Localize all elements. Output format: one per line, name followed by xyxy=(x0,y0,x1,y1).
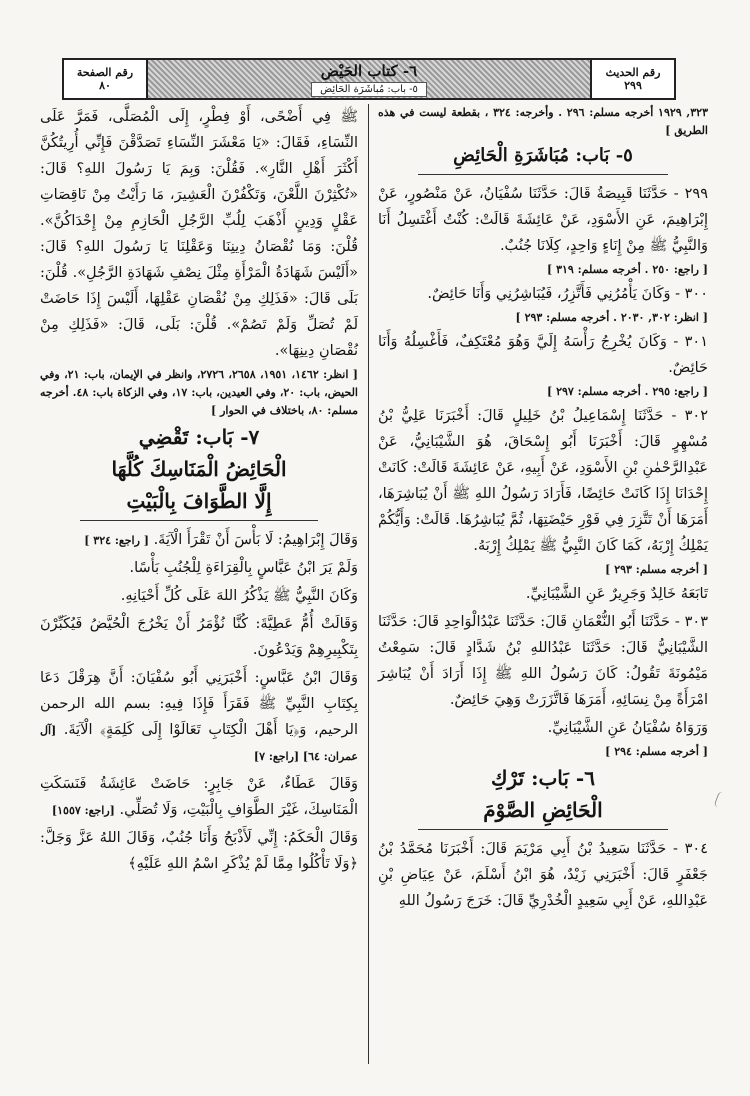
hadith-303-follow: وَرَوَاهُ سُفْيَانُ عَنِ الشَّيْبَانِيِّ. xyxy=(547,720,708,736)
page-header xyxy=(62,58,676,100)
paragraph-ata-ref: [راجع: ١٥٥٧] xyxy=(51,804,115,817)
section-7-title-line1: ٧- بَاب: تَقْضِي xyxy=(138,425,260,449)
hadith-303: ٣٠٣ - حَدَّثَنَا أَبُو النُّعْمَانِ قَالَ: حَدَّثَنَا عَبْدُالْوَاحِدِ قَالَ: حَدَّثَنَا الشَّيْبَانِيُّ قَالَ: حَدَّثَنَا عَبْدُاللهِ بْنُ شَدَّادٍ قَالَ: سَمِعْتُ مَيْمُونَةَ تَقُولُ: كَانَ رَسُولُ اللهِ ﷺ إِذَا أَرَادَ أَنْ يُبَاشِرَ امْرَأَةً مِنْ نِسَائِهِ، أَمَرَهَا فَاتَّزَرَتْ وَهِيَ حَائِضٌ. xyxy=(378,614,708,708)
hadith-300: ٣٠٠ - وَكَانَ يَأْمُرُنِي فَأَتَّزِرُ، فَيُبَاشِرُنِي وَأَنَا حَائِضٌ. xyxy=(427,286,708,302)
section-7-title-line3: إِلَّا الطَّوَافَ بِالْبَيْتِ xyxy=(126,489,272,513)
hadith-301-ref: [ راجع: ٢٩٥ . أخرجه مسلم: ٢٩٧ ] xyxy=(547,385,708,398)
hadith-302-ref: [ أخرجه مسلم: ٢٩٣ ] xyxy=(605,563,708,576)
paragraph-ata xyxy=(40,771,358,823)
paragraph-heraclius-ref: [آل عمران: ٦٤] [راجع: ٧] xyxy=(40,724,358,763)
paragraph-heraclius xyxy=(40,665,358,769)
hadith-301: ٣٠١ - وَكَانَ يُخْرِجُ رَأْسَهُ إِلَيَّ وَهُوَ مُعْتَكِفٌ، فَأَغْسِلُهُ وَأَنَا حَائِضٌ. xyxy=(378,334,708,376)
right-column xyxy=(378,104,708,916)
hadith-300-ref: [ انظر: ٣٠٢, ٢٠٣٠ . أخرجه مسلم: ٢٩٣ ] xyxy=(515,311,708,324)
title-rule xyxy=(418,174,668,175)
hadith-304: ٣٠٤ - حَدَّثَنَا سَعِيدُ بْنُ أَبِي مَرْيَمَ قَالَ: أَخْبَرَنَا مُحَمَّدُ بْنُ جَعْفَرٍ قَالَ: أَخْبَرَنِي زَيْدٌ، هُوَ ابْنُ أَسْلَمَ، عَنْ عِيَاضِ بْنِ عَبْدِاللهِ، عَنْ أَبِي سَعِيدٍ الْخُدْرِيِّ قَالَ: خَرَجَ رَسُولُ اللهِ xyxy=(378,841,708,909)
header-titles xyxy=(148,60,590,98)
section-tag: ٥- باب: مُباشَرَة الحَائِض xyxy=(311,82,427,97)
paragraph-ibn-abbas: وَلَمْ يَرَ ابْنُ عَبَّاسٍ بِالْقِرَاءَةِ لِلْجُنُبِ بَأْسًا. xyxy=(129,560,358,576)
section-6-title-line1: ٦- بَاب: تَرْكِ xyxy=(491,766,595,790)
hadith-302-follow: تَابَعَهُ خَالِدٌ وَجَرِيرٌ عَنِ الشَّيْبَانِيِّ. xyxy=(525,586,708,602)
hadith-number-box xyxy=(590,60,674,98)
hadith-299-ref: [ راجع: ٢٥٠ . أخرجه مسلم: ٣١٩ ] xyxy=(547,263,708,276)
paragraph-ata-text: وَقَالَ عَطَاءٌ، عَنْ جَابِرٍ: حَاضَتْ عَائِشَةُ فَنَسَكَتِ الْمَنَاسِكَ، غَيْرَ الطَّوَافِ بِالْبَيْتِ، وَلَا تُصَلِّي. xyxy=(40,776,358,818)
top-note: ٣٢٣, ١٩٢٩ أخرجه مسلم: ٢٩٦ . وأخرجه: ٣٢٤ ، بقطعة ليست في هذه الطريق ] xyxy=(378,106,708,137)
margin-mark xyxy=(714,791,728,809)
hadith-303-ref: [ أخرجه مسلم: ٢٩٤ ] xyxy=(605,745,708,758)
hadith-number: ٢٩٩ xyxy=(624,79,642,92)
hadith-304-ref: [ انظر: ١٤٦٢، ١٩٥١، ٢٦٥٨، ٢٧٢٦، وانظر في الإيمان، باب: ٢١، وفي الحيض، باب: ٢٠، وفي العيدين، باب: ١٧، وفي الزكاة باب: ٤٨. أخرجه مسلم: ٨٠، باختلاف في الحوار ] xyxy=(40,368,358,417)
hadith-number-label: رقم الحديث xyxy=(605,66,661,79)
paragraph-ibrahim xyxy=(40,527,358,553)
left-column xyxy=(40,104,358,879)
paragraph-ibrahim-text: وَقَالَ إِبْرَاهِيمُ: لَا بَأْسَ أَنْ تَقْرَأَ الْآيَةَ. xyxy=(153,532,358,548)
page-number: ٨٠ xyxy=(99,79,111,92)
section-6-title-line2: الْحَائِضِ الصَّوْمَ xyxy=(483,798,603,822)
paragraph-prophet-dhikr: وَكَانَ النَّبِيُّ ﷺ يَذْكُرُ اللهَ عَلَى كُلِّ أَحْيَانِهِ. xyxy=(120,588,358,604)
page-number-box xyxy=(64,60,148,98)
paragraph-umm-atiyya: وَقَالَتْ أُمُّ عَطِيَّةَ: كُنَّا نُؤْمَرُ أَنْ يَخْرُجَ الْحُيَّضُ فَيُكَبِّرْنَ بِتَكْبِيرِهِمْ وَيَدْعُونَ. xyxy=(40,616,358,658)
chapter-title: ٦- كتاب الحَيْض xyxy=(320,61,418,80)
page-number-label: رقم الصفحة xyxy=(76,66,134,79)
hadith-299: ٢٩٩ - حَدَّثَنَا قَبِيصَةُ قَالَ: حَدَّثَنَا سُفْيَانُ، عَنْ مَنْصُورٍ، عَنْ إِبْرَاهِيمَ، عَنِ الأَسْوَدِ، عَنْ عَائِشَةَ قَالَتْ: كُنْتُ أَغْتَسِلُ أَنَا وَالنَّبِيُّ ﷺ مِنْ إِنَاءٍ وَاحِدٍ، كِلَانَا جُنُبٌ. xyxy=(378,186,708,254)
column-divider xyxy=(368,104,369,1064)
section-5-title: ٥- بَاب: مُبَاشَرَةِ الْحَائِضِ xyxy=(453,145,633,166)
hadith-304-continued: ﷺ فِي أَضْحًى، أَوْ فِطْرٍ، إِلَى الْمُصَلَّى، فَمَرَّ عَلَى النِّسَاءِ، فَقَالَ: «يَا مَعْشَرَ النِّسَاءِ تَصَدَّقْنَ فَإِنِّي أُرِيتُكُنَّ أَكْثَرَ أَهْلِ النَّارِ». فَقُلْنَ: وَبِمَ يَا رَسُولَ اللهِ؟ قَالَ: «تُكْثِرْنَ اللَّعْنَ، وَتَكْفُرْنَ الْعَشِيرَ، مَا رَأَيْتُ مِنْ نَاقِصَاتِ عَقْلٍ وَدِينٍ أَذْهَبَ لِلُبِّ الرَّجُلِ الْحَازِمِ مِنْ إِحْدَاكُنَّ». قُلْنَ: وَمَا نُقْصَانُ دِينِنَا وَعَقْلِنَا يَا رَسُولَ اللهِ؟ قَالَ: «أَلَيْسَ شَهَادَةُ الْمَرْأَةِ مِثْلَ نِصْفِ شَهَادَةِ الرَّجُلِ». قُلْنَ: بَلَى قَالَ: «فَذَلِكِ مِنْ نُقْصَانِ عَقْلِهَا، أَلَيْسَ إِذَا حَاضَتْ لَمْ تُصَلِّ وَلَمْ تَصُمْ». قُلْنَ: بَلَى، قَالَ: «فَذَلِكِ مِنْ نُقْصَانِ دِينِهَا». xyxy=(40,109,358,359)
hadith-302: ٣٠٢ - حَدَّثَنَا إِسْمَاعِيلُ بْنُ خَلِيلٍ قَالَ: أَخْبَرَنَا عَلِيُّ بْنُ مُسْهِرٍ قَالَ: أَخْبَرَنَا أَبُو إِسْحَاقَ، هُوَ الشَّيْبَانِيُّ، عَنْ عَبْدِالرَّحْمٰنِ بْنِ الأَسْوَدِ، عَنْ أَبِيهِ، عَنْ عَائِشَةَ قَالَتْ: كَانَتْ إِحْدَانَا إِذَا كَانَتْ حَائِضًا، فَأَرَادَ رَسُولُ اللهِ ﷺ أَنْ يُبَاشِرَهَا، أَمَرَهَا أَنْ تَتَّزِرَ فِي فَوْرِ حَيْضَتِهَا، ثُمَّ يُبَاشِرُهَا. قَالَتْ: وَأَيُّكُمْ يَمْلِكُ إِرْبَهُ، كَمَا كَانَ النَّبِيُّ ﷺ يَمْلِكُ إِرْبَهُ. xyxy=(378,408,708,554)
paragraph-hakam: وَقَالَ الْحَكَمُ: إِنِّي لَأَذْبَحُ وَأَنَا جُنُبٌ، وَقَالَ اللهُ عَزَّ وَجَلَّ: ﴿وَلَا تَأْكُلُوا مِمَّا لَمْ يُذْكَرِ اسْمُ اللهِ عَلَيْهِ﴾ xyxy=(40,830,358,872)
paragraph-heraclius-text: وَقَالَ ابْنُ عَبَّاسٍ: أَخْبَرَنِي أَبُو سُفْيَانَ: أَنَّ هِرَقْلَ دَعَا بِكِتَابِ النَّبِيِّ ﷺ فَقَرَأَ فَإِذَا فِيهِ: بسم الله الرحمن الرحيم، وَ﴿يَا أَهْلَ الْكِتَابِ تَعَالَوْا إِلَى كَلِمَةٍ﴾ الْآيَةَ. xyxy=(40,670,359,738)
section-7-title-line2: الْحَائِضُ الْمَنَاسِكَ كُلَّهَا xyxy=(111,457,287,481)
title-rule xyxy=(80,520,318,521)
paragraph-ibrahim-ref: [ راجع: ٣٢٤ ] xyxy=(84,534,149,547)
title-rule xyxy=(418,829,668,830)
